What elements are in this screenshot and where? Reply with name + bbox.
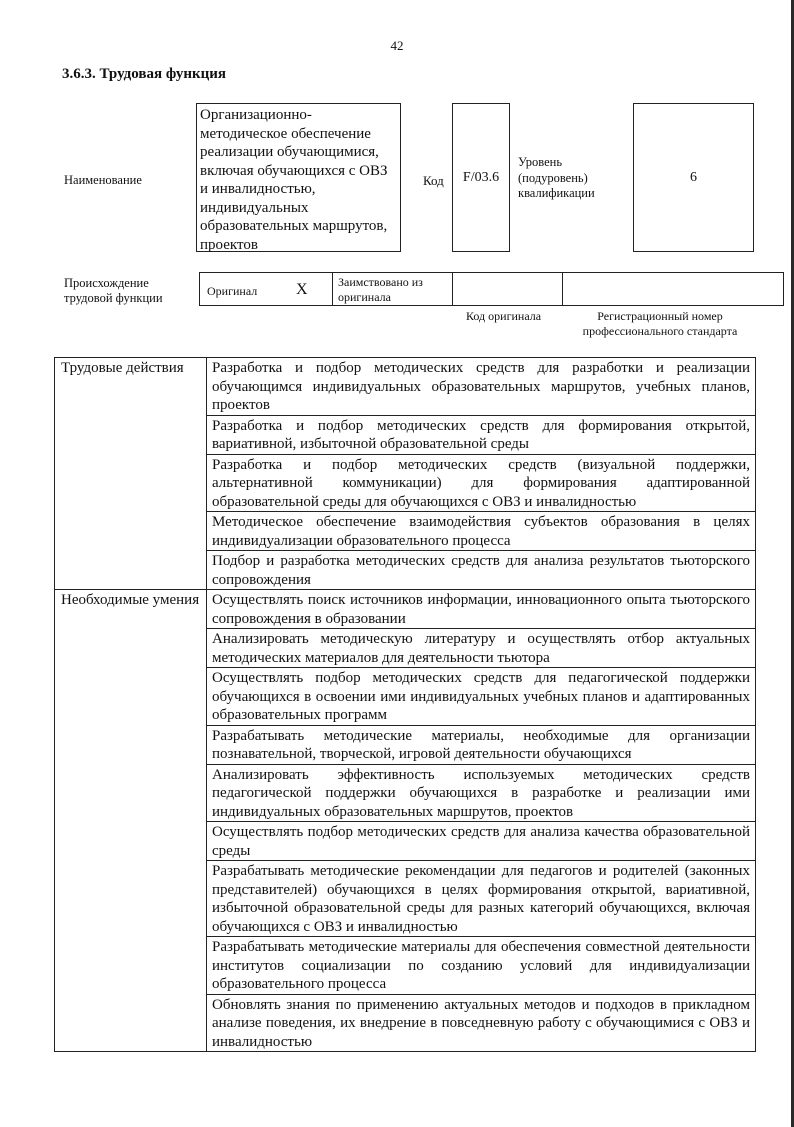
table-row [55,590,756,629]
origin-box [199,272,784,306]
code-label: Код [423,173,444,188]
level-label: Уровень (подуровень) квалификации [518,155,595,200]
table-cell: Разрабатывать методические рекомендации для педагогов и родителей (законных представителей) обучающихся в целях формирования открытой, вариативной, избыточной образовательной среды для разных категорий обучающихся, включая обучающихся с ОВЗ и инвалидностью [207,861,756,937]
borrowed-label: Заимствовано из оригинала [338,275,423,304]
origin-label: Происхождение трудовой функции [64,276,163,305]
category-cell: Необходимые умения [55,590,207,1052]
level-value-box: 6 [633,103,754,252]
table-cell: Разрабатывать методические материалы для обеспечения совместной деятельности институтов социализации по созданию условий для индивидуализации образовательного процесса [207,937,756,995]
origin-divider [332,273,333,305]
table-cell: Методическое обеспечение взаимодействия субъектов образования в целях индивидуализации образовательного процесса [207,512,756,551]
table-cell: Разработка и подбор методических средств (визуальной поддержки, альтернативной коммуникации) для формирования адаптированной образовательной среды для обучающихся с ОВЗ и инвалидностью [207,454,756,512]
name-label: Наименование [64,173,142,187]
category-cell: Трудовые действия [55,358,207,590]
table-cell: Анализировать методическую литературу и осуществлять отбор актуальных методических материалов для деятельности тьютора [207,629,756,668]
table-cell: Осуществлять подбор методических средств для анализа качества образовательной среды [207,822,756,861]
origin-divider [452,273,453,305]
section-title: 3.6.3. Трудовая функция [62,66,227,82]
table-cell: Осуществлять подбор методических средств для педагогической поддержки обучающихся в освоении ими индивидуальных учебных планов и адаптированных образовательных программ [207,668,756,726]
table-cell: Обновлять знания по применению актуальных методов и подходов в прикладном анализе поведения, их внедрение в повседневную работу с обучающимися с ОВЗ и инвалидностью [207,994,756,1052]
original-code-caption: Код оригинала [466,309,542,323]
table-cell: Осуществлять поиск источников информации, инновационного опыта тьюторского сопровождения в образовании [207,590,756,629]
table-cell: Разработка и подбор методических средств для формирования открытой, вариативной, избыточной образовательной среды [207,415,756,454]
page-number: 42 [390,38,404,53]
table-cell: Разработка и подбор методических средств для разработки и реализации обучающимся индивидуальных образовательных маршрутов, учебных планов, проектов [207,358,756,416]
table-cell: Разрабатывать методические материалы, необходимые для организации познавательной, творческой, игровой деятельности обучающихся [207,725,756,764]
labor-function-table [54,357,756,1052]
original-mark: X [296,281,308,298]
original-label: Оригинал [207,284,258,298]
code-value-box: F/03.6 [452,103,510,252]
table-row [55,358,756,416]
reg-number-caption: Регистрационный номер профессионального стандарта [582,309,738,338]
function-name-box: Организационно-методическое обеспечение реализации обучающимися, включая обучающихся с ОВЗ и инвалидностью, индивидуальных образовательных маршрутов, проектов [196,103,401,252]
table-cell: Анализировать эффективность используемых методических средств педагогической поддержки обучающихся в разработке и реализации ими индивидуальных образовательных маршрутов, проектов [207,764,756,822]
origin-divider [562,273,563,305]
table-cell: Подбор и разработка методических средств для анализа результатов тьюторского сопровождения [207,551,756,590]
